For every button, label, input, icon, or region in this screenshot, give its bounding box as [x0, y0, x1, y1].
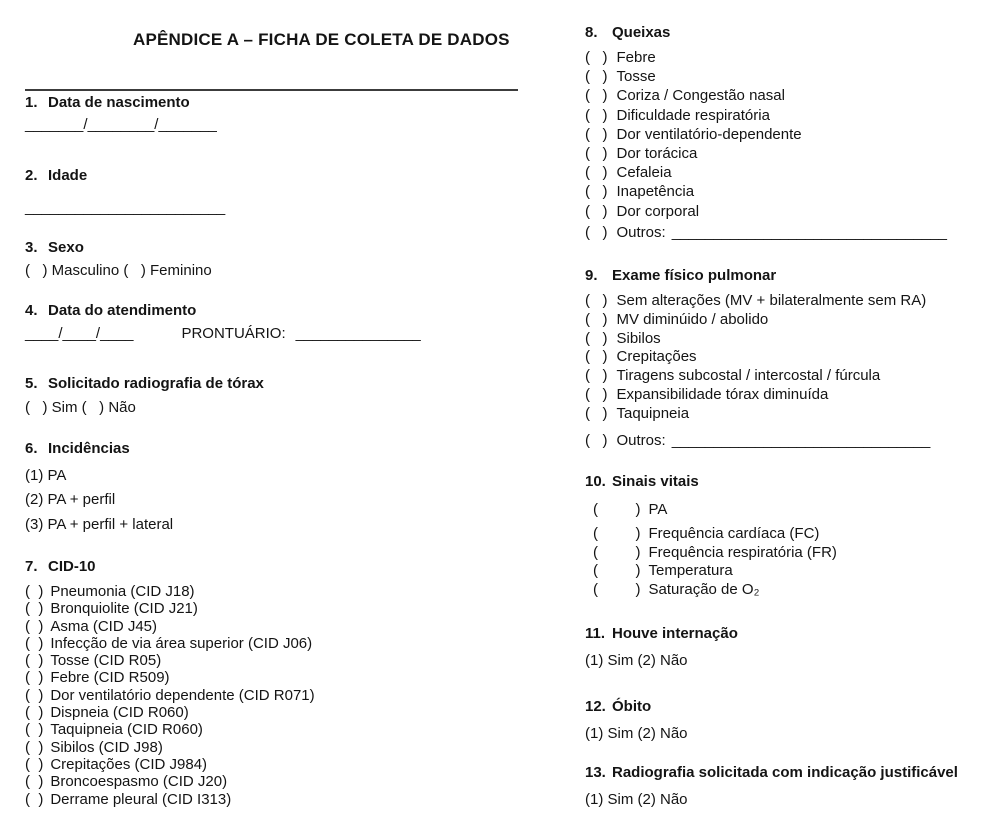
checkbox-item	[25, 669, 525, 686]
checkbox-marker: ( )	[585, 223, 608, 241]
checkbox-label: Tosse (CID R05)	[50, 652, 162, 670]
checkbox-label: Dificuldade respiratória	[616, 106, 770, 124]
checkbox-item	[25, 618, 525, 635]
date-fill-blank: ____/____/____	[25, 325, 134, 342]
date-fill-blank: _______/________/_______	[25, 116, 217, 133]
section-title: Houve internação	[612, 625, 738, 642]
section-10-heading	[585, 473, 1008, 491]
checkbox-label: Dor torácica	[616, 145, 698, 163]
section-number: 11.	[585, 625, 606, 642]
checkbox-item	[585, 86, 1008, 105]
checkbox-label: Taquipneia (CID R060)	[50, 721, 203, 739]
checkbox-marker: ( )	[25, 634, 44, 652]
checkbox-marker: ( )	[593, 543, 641, 561]
checkbox-item-outros	[585, 223, 1008, 242]
checkbox-item	[585, 106, 1008, 125]
checkbox-options: ( ) Masculino ( ) Feminino	[25, 262, 212, 279]
checkbox-label: Crepitações	[616, 348, 697, 366]
checkbox-marker: ( )	[585, 329, 608, 347]
section-8-queixas	[585, 24, 1008, 242]
checkbox-label: Sem alterações (MV + bilateralmente sem RA)	[616, 292, 927, 309]
checkbox-label: Temperatura	[648, 562, 733, 579]
checkbox-label: Sibilos	[616, 329, 661, 347]
checkbox-marker: ( )	[585, 431, 608, 449]
checkbox-marker: ( )	[585, 348, 608, 366]
checkbox-label: PA	[648, 501, 668, 518]
section-5-heading	[25, 375, 525, 393]
checkbox-item	[585, 182, 1008, 201]
section-title: Queixas	[612, 24, 671, 41]
checkbox-marker: ( )	[593, 580, 641, 598]
checkbox-label: MV diminúido / abolido	[616, 310, 769, 328]
section-1-heading	[25, 94, 525, 112]
section-number: 7.	[25, 558, 38, 575]
checkbox-marker: ( )	[585, 106, 608, 124]
checkbox-marker: ( )	[585, 49, 608, 66]
section-number: 8.	[585, 24, 598, 41]
section-number: 10.	[585, 473, 606, 490]
section-9-heading	[585, 267, 1008, 285]
checkbox-label: Broncoespasmo (CID J20)	[50, 773, 228, 791]
date-prontuario-row	[25, 325, 525, 342]
numbered-options: (1) Sim (2) Não	[585, 791, 688, 808]
checkbox-marker: ( )	[585, 68, 608, 86]
section-11-houve-internacao	[585, 625, 1008, 670]
checkbox-marker: ( )	[25, 738, 44, 756]
section-3-heading	[25, 239, 525, 257]
checkbox-item	[25, 791, 525, 808]
checkbox-label: Expansibilidade tórax diminuída	[616, 385, 829, 403]
checkbox-marker: ( )	[585, 202, 608, 220]
checkbox-item	[25, 600, 525, 617]
checkbox-marker: ( )	[585, 145, 608, 163]
checkbox-marker: ( )	[25, 600, 44, 618]
checkbox-item	[25, 721, 525, 738]
checkbox-label: Febre (CID R509)	[50, 669, 170, 687]
checkbox-label: Tosse	[616, 68, 656, 86]
checkbox-item	[25, 704, 525, 721]
checkbox-list	[585, 525, 1008, 599]
prontuario-fill-blank: _______________	[295, 325, 421, 342]
outros-label: Outros:	[616, 223, 666, 241]
numbered-options	[25, 464, 525, 537]
section-number: 3.	[25, 239, 38, 256]
checkbox-item	[25, 756, 525, 773]
checkbox-label: Dor ventilatório dependente (CID R071)	[50, 686, 315, 704]
section-12-heading	[585, 698, 1008, 716]
checkbox-marker: ( )	[25, 704, 44, 722]
numbered-options: (1) Sim (2) Não	[585, 652, 688, 669]
checkbox-marker: ( )	[25, 617, 44, 635]
section-number: 2.	[25, 167, 38, 184]
fill-blank: ________________________	[25, 199, 226, 216]
section-9-exame-fisico-pulmonar	[585, 267, 1008, 450]
section-number: 9.	[585, 267, 598, 284]
checkbox-item	[593, 544, 1008, 563]
checkbox-marker: ( )	[25, 790, 44, 808]
checkbox-label: Dor ventilatório-dependente	[616, 125, 802, 143]
section-4-data-do-atendimento	[25, 302, 525, 342]
checkbox-marker: ( )	[25, 669, 44, 687]
checkbox-item	[585, 311, 1008, 330]
section-13-radiografia-justificavel	[585, 764, 1008, 809]
checkbox-marker: ( )	[585, 125, 608, 143]
outros-fill-blank: _______________________________	[671, 431, 931, 449]
checkbox-marker: ( )	[585, 385, 608, 403]
checkbox-item	[25, 652, 525, 669]
outros-fill-blank: _________________________________	[671, 223, 947, 241]
section-number: 12.	[585, 698, 606, 715]
section-3-sexo	[25, 239, 525, 280]
checkbox-item	[593, 581, 1008, 600]
section-title: CID-10	[48, 558, 96, 575]
title-divider	[25, 89, 518, 91]
section-6-heading	[25, 440, 525, 458]
section-1-data-de-nascimento	[25, 94, 525, 134]
checkbox-item	[25, 583, 525, 600]
checkbox-item	[585, 125, 1008, 144]
checkbox-marker: ( )	[25, 583, 44, 600]
section-2-heading	[25, 167, 525, 185]
checkbox-item	[25, 635, 525, 652]
checkbox-item	[25, 773, 525, 790]
checkbox-item	[585, 386, 1008, 405]
numbered-options: (1) Sim (2) Não	[585, 725, 688, 742]
checkbox-item	[25, 739, 525, 756]
checkbox-label: Pneumonia (CID J18)	[50, 583, 195, 600]
checkbox-item	[585, 501, 1008, 518]
section-7-cid10	[25, 558, 525, 808]
form-title: APÊNDICE A – FICHA DE COLETA DE DADOS	[133, 30, 510, 49]
prontuario-label: PRONTUÁRIO:	[181, 325, 286, 342]
checkbox-label: Dor corporal	[616, 202, 700, 220]
checkbox-label: Taquipneia	[616, 404, 690, 422]
checkbox-marker: ( )	[25, 686, 44, 704]
checkbox-options: ( ) Sim ( ) Não	[25, 399, 136, 416]
section-5-radiografia-torax	[25, 375, 525, 417]
checkbox-item	[585, 48, 1008, 67]
checkbox-label: Frequência respiratória (FR)	[648, 543, 837, 561]
section-number: 1.	[25, 94, 38, 111]
checkbox-label: Crepitações (CID J984)	[50, 755, 208, 773]
checkbox-label: Tiragens subcostal / intercostal / fúrcula	[616, 367, 881, 385]
checkbox-label: Cefaleia	[616, 164, 672, 182]
checkbox-marker: ( )	[25, 652, 44, 670]
section-title: Óbito	[612, 698, 652, 715]
checkbox-item	[585, 67, 1008, 86]
checkbox-marker: ( )	[585, 183, 608, 201]
checkbox-item	[585, 405, 1008, 424]
checkbox-list	[585, 292, 1008, 450]
checkbox-list	[25, 583, 525, 808]
checkbox-label: Infecção de via área superior (CID J06)	[50, 634, 313, 652]
checkbox-item	[585, 367, 1008, 386]
checkbox-marker: ( )	[593, 525, 641, 542]
section-title: Solicitado radiografia de tórax	[48, 375, 264, 392]
checkbox-label: Dispneia (CID R060)	[50, 704, 189, 722]
checkbox-item	[25, 687, 525, 704]
checkbox-marker: ( )	[593, 501, 641, 518]
checkbox-marker: ( )	[585, 292, 608, 309]
section-number: 5.	[25, 375, 38, 392]
section-12-obito	[585, 698, 1008, 743]
checkbox-label: Bronquiolite (CID J21)	[50, 600, 198, 618]
checkbox-marker: ( )	[593, 562, 641, 579]
checkbox-item	[585, 330, 1008, 349]
section-number: 13.	[585, 764, 606, 781]
checkbox-marker: ( )	[25, 721, 44, 739]
checkbox-item	[585, 144, 1008, 163]
section-number: 4.	[25, 302, 38, 319]
checkbox-marker: ( )	[585, 87, 608, 105]
checkbox-label: Coriza / Congestão nasal	[616, 87, 785, 105]
section-11-heading	[585, 625, 1008, 643]
section-2-idade	[25, 167, 525, 217]
checkbox-item	[593, 525, 1008, 544]
checkbox-label: Saturação de O₂	[648, 580, 760, 598]
checkbox-item	[585, 163, 1008, 182]
checkbox-label: Asma (CID J45)	[50, 617, 158, 635]
section-4-heading	[25, 302, 525, 320]
checkbox-marker: ( )	[585, 367, 608, 385]
section-10-sinais-vitais	[585, 473, 1008, 599]
checkbox-label: Inapetência	[616, 183, 695, 201]
numbered-option: (3) PA + perfil + lateral	[25, 515, 174, 533]
numbered-option: (1) PA	[25, 467, 67, 484]
section-title: Data do atendimento	[48, 302, 197, 319]
section-title: Idade	[48, 167, 88, 184]
checkbox-item-outros	[585, 432, 1008, 451]
numbered-option: (2) PA + perfil	[25, 491, 116, 509]
checkbox-label: Febre	[616, 49, 656, 66]
section-8-heading	[585, 24, 1008, 42]
section-title: Radiografia solicitada com indicação justificável	[612, 764, 958, 781]
section-7-heading	[25, 558, 525, 576]
checkbox-marker: ( )	[585, 310, 608, 328]
section-13-heading	[585, 764, 1008, 782]
checkbox-marker: ( )	[25, 773, 44, 791]
outros-label: Outros:	[616, 431, 666, 449]
checkbox-item	[585, 202, 1008, 221]
section-title: Data de nascimento	[48, 94, 190, 111]
checkbox-item	[593, 562, 1008, 581]
checkbox-label: Derrame pleural (CID I313)	[50, 790, 232, 808]
checkbox-label: Frequência cardíaca (FC)	[648, 525, 820, 542]
checkbox-marker: ( )	[25, 755, 44, 773]
checkbox-list	[585, 48, 1008, 242]
section-title: Incidências	[48, 440, 130, 457]
section-6-incidencias	[25, 440, 525, 537]
checkbox-label: Sibilos (CID J98)	[50, 738, 163, 756]
section-number: 6.	[25, 440, 38, 457]
section-title: Sinais vitais	[612, 473, 699, 490]
checkbox-marker: ( )	[585, 404, 608, 422]
section-title: Exame físico pulmonar	[612, 267, 777, 284]
checkbox-marker: ( )	[585, 164, 608, 182]
checkbox-item	[585, 348, 1008, 367]
section-title: Sexo	[48, 239, 84, 256]
checkbox-item	[585, 292, 1008, 311]
